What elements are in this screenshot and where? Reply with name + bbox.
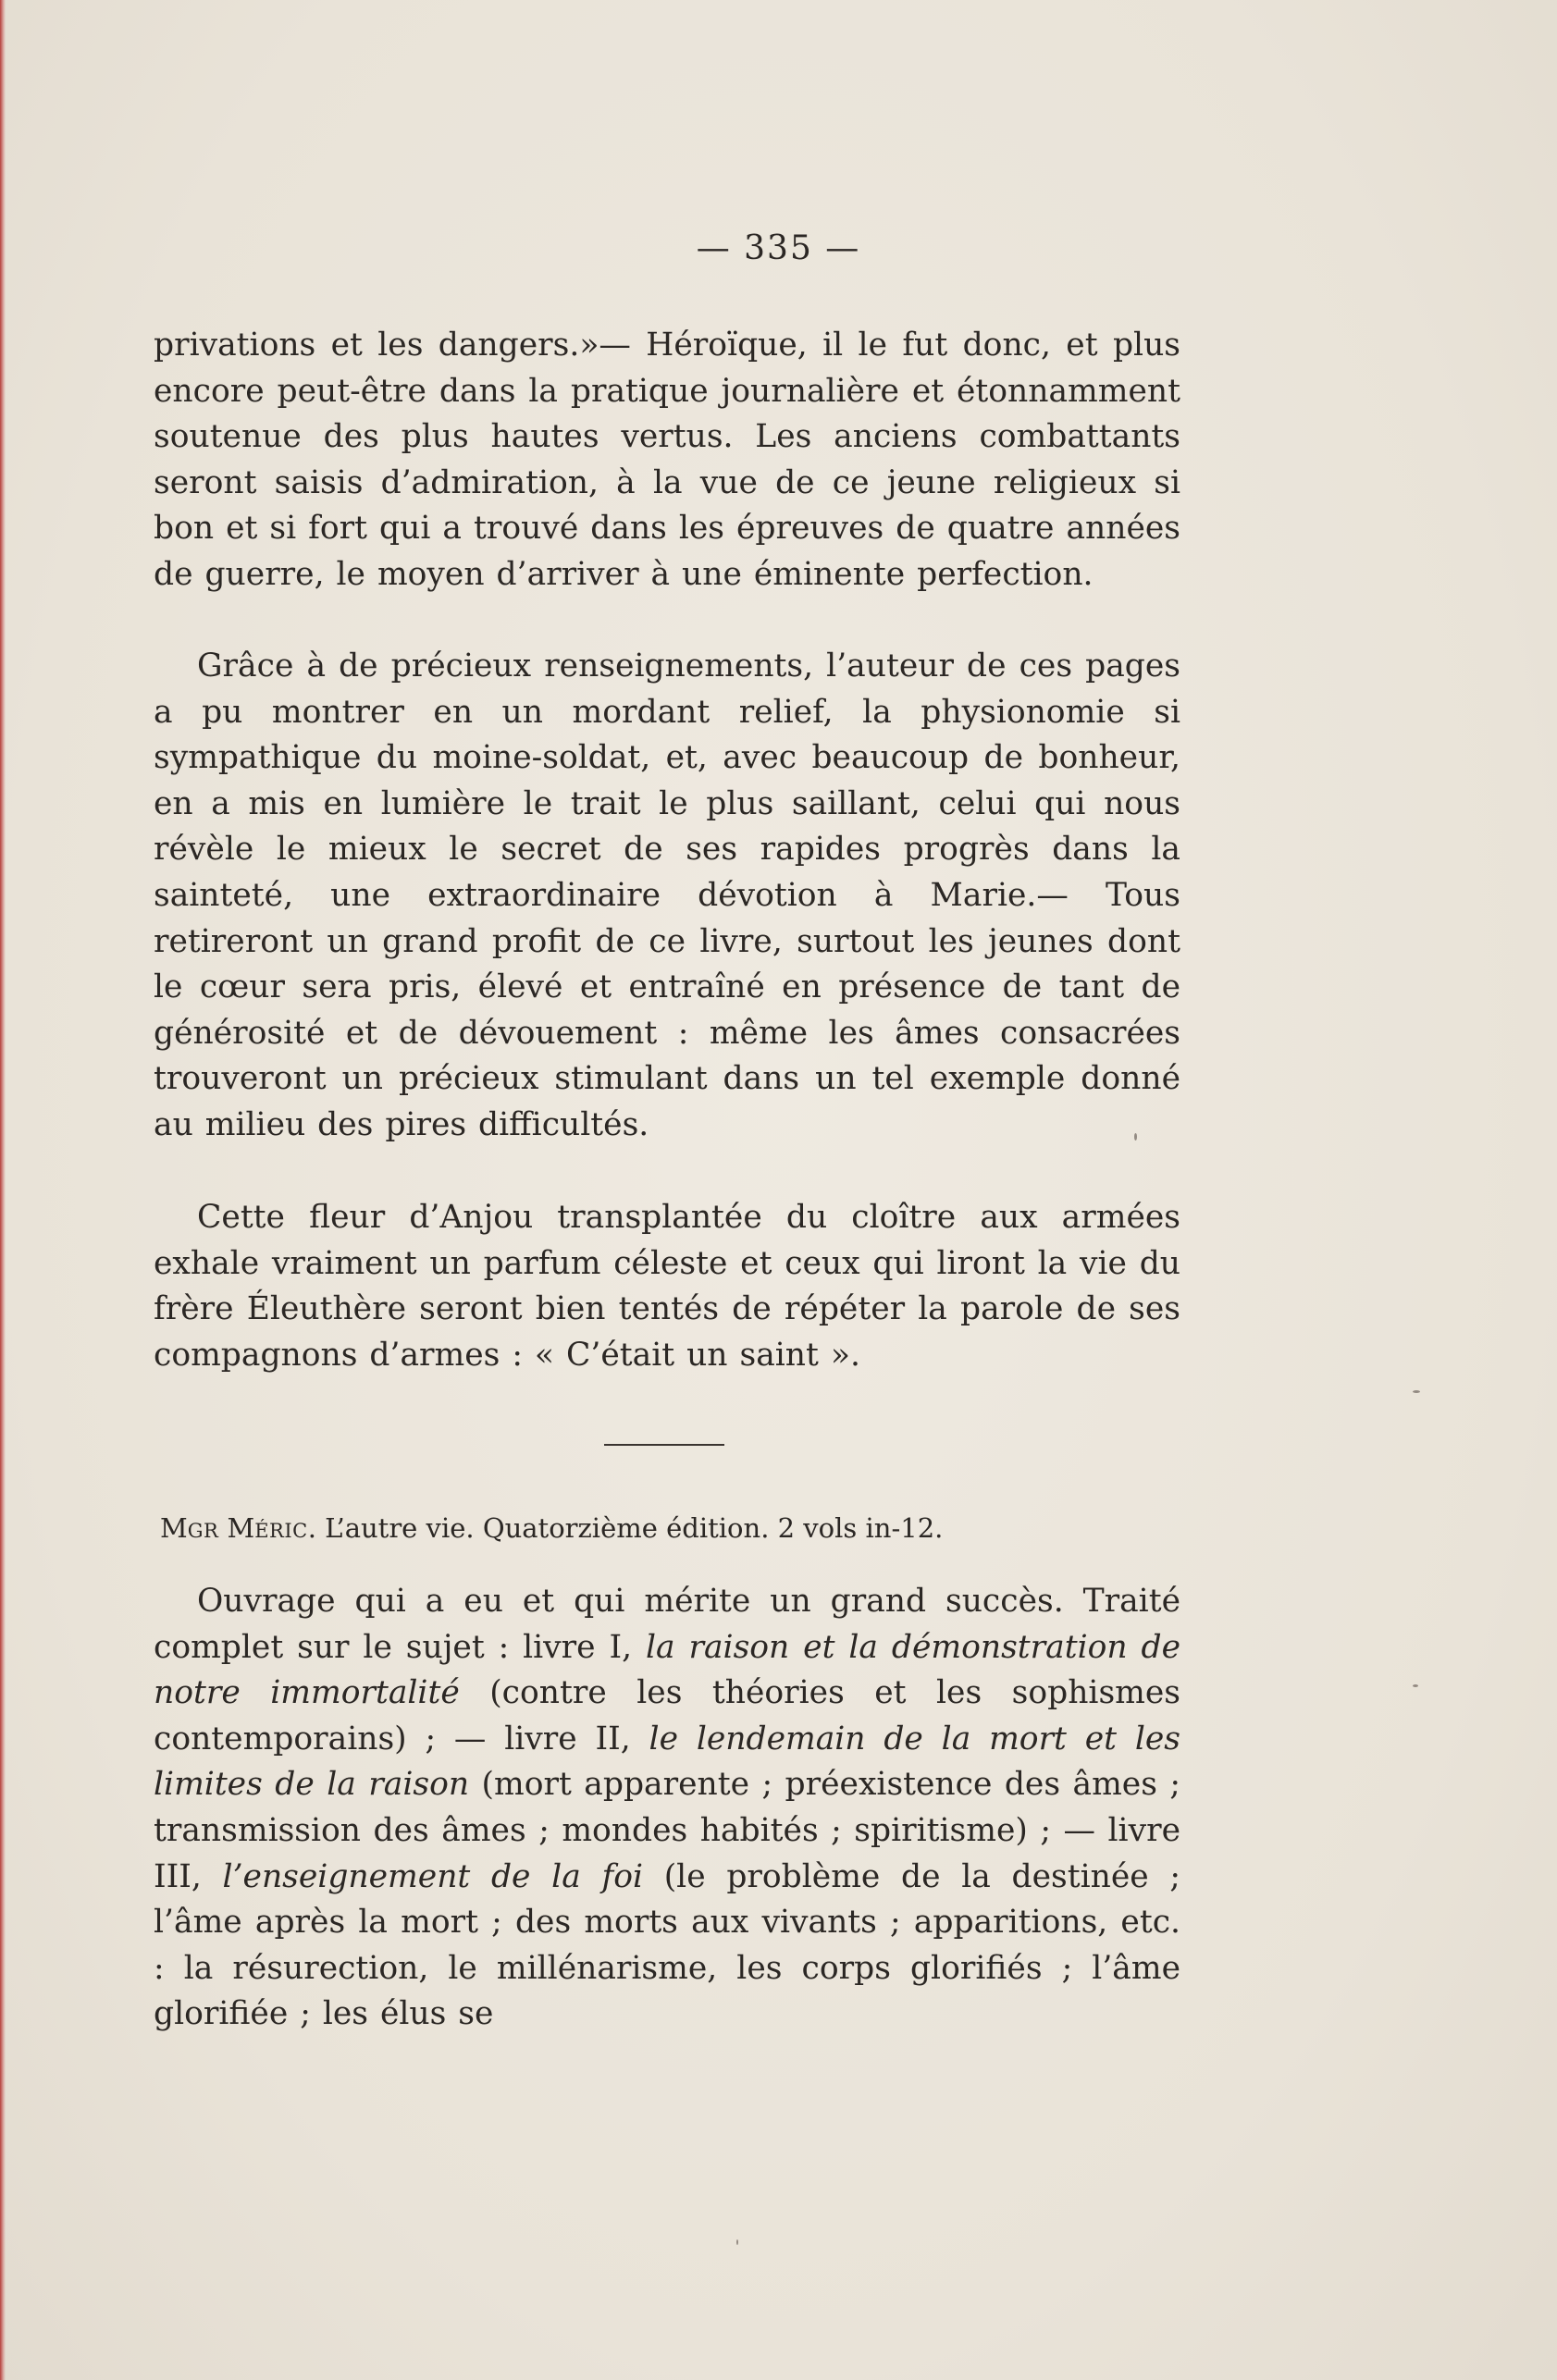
paper-speck bbox=[1413, 1390, 1420, 1393]
author-initial-2: M bbox=[227, 1512, 255, 1544]
review-paragraph bbox=[154, 1579, 1180, 2038]
page-edge bbox=[0, 0, 6, 2380]
page-number: — 335 — bbox=[696, 229, 861, 267]
paper-speck bbox=[1134, 1133, 1137, 1141]
paper-speck bbox=[736, 2239, 738, 2245]
review-italic-3: l’enseignement de la foi bbox=[222, 1857, 644, 1895]
citation-details: . L’autre vie. Quatorzième édition. 2 vols in-12. bbox=[307, 1512, 944, 1544]
review-italic-1: la raison et la démonstration de notre immortalité bbox=[154, 1628, 1180, 1712]
section-divider bbox=[604, 1444, 724, 1446]
review-italic-2: le lendemain de la mort et les limites de la raison bbox=[154, 1720, 1180, 1804]
review-text-3: (mort apparente ; préexistence des âmes ; transmission des âmes ; mondes habités ; spiritisme) ; — livre III, bbox=[154, 1766, 1180, 1895]
author-initial-1: M bbox=[160, 1512, 188, 1544]
author-title-small: GR bbox=[187, 1520, 219, 1542]
paragraph-2: Grâce à de précieux renseignements, l’auteur de ces pages a pu montrer en un mordant relief, la physionomie si sympathique du moine-soldat, et, avec beaucoup de bonheur, en a mis en lumière le trait le plus saillant, celui qui nous révèle le mieux le secret de ses rapides progrès dans la sainteté, une extraordinaire dévotion à Marie.— Tous retireront un grand profit de ce livre, surtout les jeunes dont le cœur sera pris, élevé et entraîné en présence de tant de générosité et de dévouement : même les âmes consacrées trouveront un précieux stimulant dans un tel exemple donné au milieu des pires difficultés. bbox=[154, 647, 1180, 1143]
review-text-4: (le problème de la destinée ; l’âme après la mort ; des morts aux vivants ; apparitions, etc. : la résurection, le millénarisme, les corps glorifiés ; l’âme glorifiée ; les élus se bbox=[154, 1857, 1180, 2033]
paper-speck bbox=[1413, 1684, 1418, 1687]
paragraph-3: Cette fleur d’Anjou transplantée du cloître aux armées exhale vraiment un parfum céleste et ceux qui liront la vie du frère Éleuthère seront bien tentés de répéter la parole de ses compagnons d’armes : « C’était un saint ». bbox=[154, 1199, 1180, 1374]
review-text-1: Ouvrage qui a eu et qui mérite un grand succès. Traité complet sur le sujet : livre I, bbox=[154, 1583, 1180, 1666]
review-text-2: (contre les théories et les sophismes contemporains) ; — livre II, bbox=[154, 1674, 1180, 1757]
book-citation bbox=[160, 1510, 1178, 1549]
author-name-small: ÉRIC bbox=[254, 1520, 308, 1542]
paragraph-1: privations et les dangers.»— Héroïque, il le fut donc, et plus encore peut-être dans la pratique journalière et étonnamment soutenue des plus hautes vertus. Les anciens combattants seront saisis d’admiration, à la vue de ce jeune religieux si bon et si fort qui a trouvé dans les épreuves de quatre années de guerre, le moyen d’arriver à une éminente perfection. bbox=[154, 327, 1180, 593]
